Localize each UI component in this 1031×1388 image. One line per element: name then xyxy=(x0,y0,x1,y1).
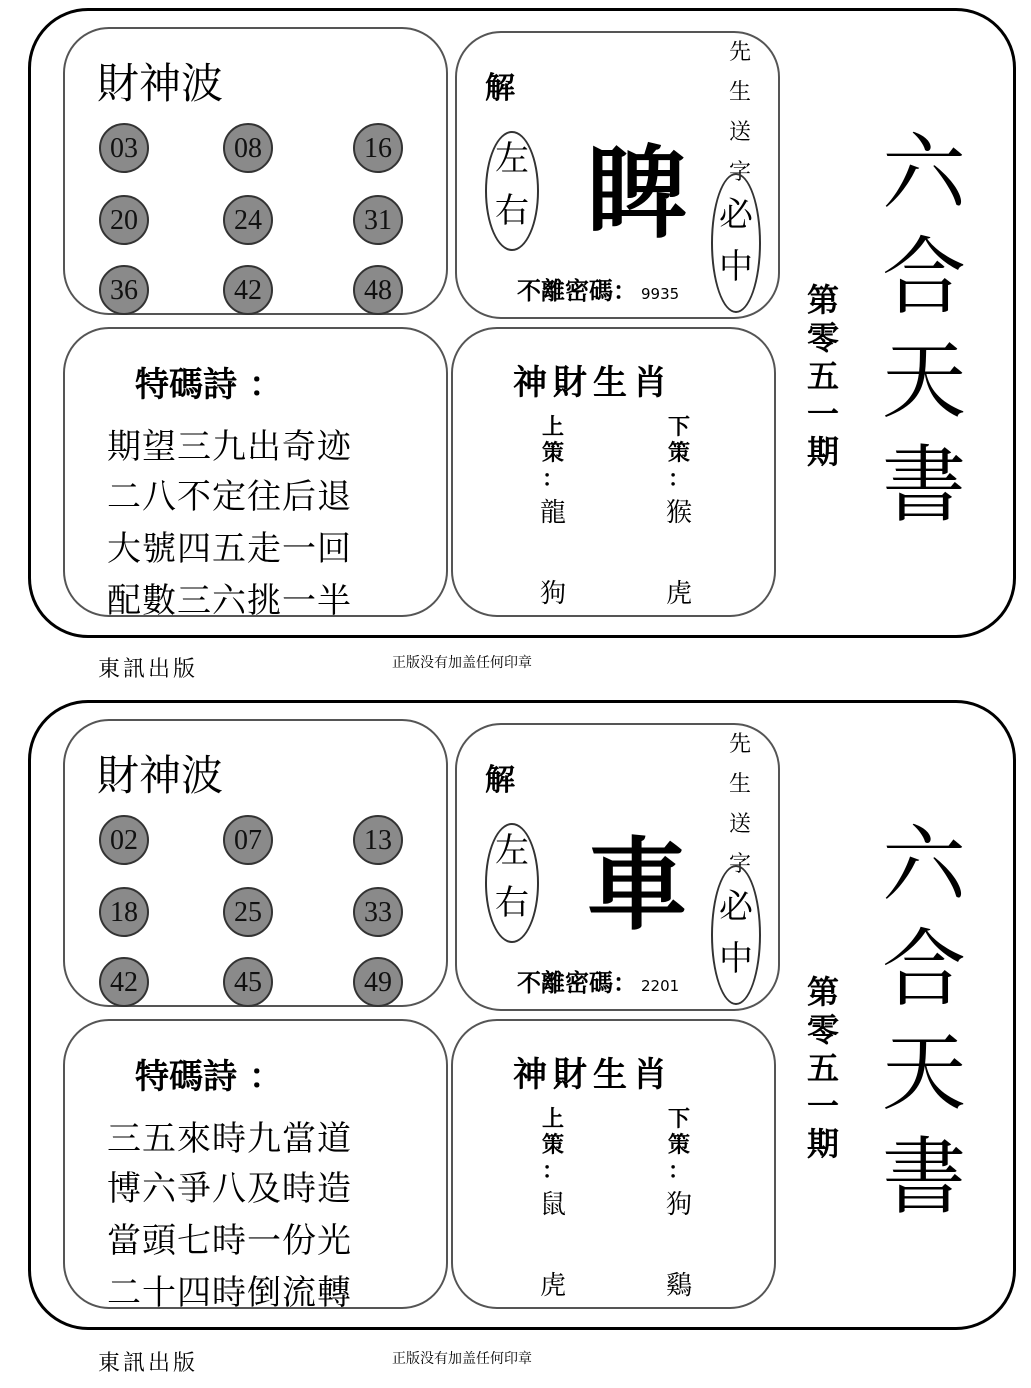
sender-char: 字 xyxy=(728,160,751,185)
title-char: 天 xyxy=(881,1024,966,1122)
sender-vertical-text xyxy=(725,725,755,885)
title-char: 合 xyxy=(881,920,966,1018)
sender-char: 生 xyxy=(728,772,751,797)
colon: ： xyxy=(541,1159,564,1184)
sender-char: 先 xyxy=(728,40,751,65)
poem-line: 大號四五走一回 xyxy=(107,529,352,569)
sender-char: 生 xyxy=(728,80,751,105)
poem-line: 配數三六挑一半 xyxy=(107,581,352,621)
wealth-wave-panel xyxy=(63,719,448,1007)
riddle-character: 車 xyxy=(587,827,687,944)
title-char: 天 xyxy=(881,332,966,430)
issue-number xyxy=(801,281,845,471)
sender-char: 送 xyxy=(728,812,751,837)
left-char: 左 xyxy=(495,831,529,871)
zhong-char: 中 xyxy=(719,939,753,979)
number-ball: 18 xyxy=(99,887,149,937)
zodiac-animal: 虎 xyxy=(665,579,692,609)
book-title xyxy=(869,813,979,1229)
poem-line: 期望三九出奇迹 xyxy=(107,427,352,467)
riddle-character: 睥 xyxy=(587,135,687,252)
number-ball: 49 xyxy=(353,957,403,1007)
poem-line: 當頭七時一份光 xyxy=(107,1221,352,1261)
number-ball: 42 xyxy=(99,957,149,1007)
sender-char: 先 xyxy=(728,732,751,757)
issue-number xyxy=(801,973,845,1163)
issue-char: 五 xyxy=(806,357,839,395)
zodiac-animal: 虎 xyxy=(539,1271,566,1301)
zodiac-animal: 鼠 xyxy=(539,1190,566,1220)
left-right-oval xyxy=(485,131,539,251)
upper-label: 上 xyxy=(541,415,564,440)
issue-char: 期 xyxy=(806,433,839,471)
zodiac-panel xyxy=(451,327,776,617)
sender-char: 送 xyxy=(728,120,751,145)
secret-code xyxy=(517,963,679,998)
issue-char: 第 xyxy=(806,973,839,1011)
upper-label: 策 xyxy=(541,1133,564,1158)
code-label: 不離密碼： xyxy=(517,277,637,305)
sheet-1 xyxy=(28,8,1016,638)
zodiac-animal: 龍 xyxy=(539,498,566,528)
book-title xyxy=(869,121,979,537)
zodiac-animal: 狗 xyxy=(539,579,566,609)
issue-char: 第 xyxy=(806,281,839,319)
issue-char: 零 xyxy=(806,1011,839,1049)
code-label: 不離密碼： xyxy=(517,969,637,997)
publisher: 東訊出版 xyxy=(98,657,199,682)
colon: ： xyxy=(667,1159,690,1184)
poem-line: 博六爭八及時造 xyxy=(107,1169,352,1209)
sheet-2 xyxy=(28,700,1016,1330)
issue-char: 期 xyxy=(806,1125,839,1163)
number-ball: 48 xyxy=(353,265,403,315)
bi-char: 必 xyxy=(719,887,753,927)
title-char: 書 xyxy=(881,436,966,534)
code-value: 9935 xyxy=(641,285,680,303)
poem-title: 特碼詩 ： xyxy=(135,1057,283,1097)
secret-code xyxy=(517,271,679,306)
number-ball: 13 xyxy=(353,815,403,865)
title-char: 合 xyxy=(881,228,966,326)
number-ball: 36 xyxy=(99,265,149,315)
lower-label: 策 xyxy=(667,441,690,466)
riddle-panel xyxy=(455,723,780,1011)
zodiac-animal: 狗 xyxy=(665,1190,692,1220)
number-ball: 08 xyxy=(223,123,273,173)
sure-hit-oval xyxy=(711,173,761,313)
sender-vertical-text xyxy=(725,33,755,193)
zodiac-animal: 鷄 xyxy=(665,1271,692,1301)
bi-char: 必 xyxy=(719,195,753,235)
zodiac-title: 神財生肖 xyxy=(513,1055,673,1095)
notice: 正版没有加盖任何印章 xyxy=(392,655,532,671)
sender-char: 字 xyxy=(728,852,751,877)
right-char: 右 xyxy=(495,883,529,923)
zodiac-panel xyxy=(451,1019,776,1309)
issue-char: 一 xyxy=(806,1087,839,1125)
lower-label: 下 xyxy=(667,415,690,440)
lower-label: 策 xyxy=(667,1133,690,1158)
poem-line: 三五來時九當道 xyxy=(107,1119,352,1159)
poem-panel xyxy=(63,1019,448,1313)
lower-label: 下 xyxy=(667,1107,690,1132)
colon: ： xyxy=(541,467,564,492)
poem-title: 特碼詩 ： xyxy=(135,365,283,405)
upper-strategy xyxy=(533,415,573,610)
left-char: 左 xyxy=(495,139,529,179)
upper-label: 上 xyxy=(541,1107,564,1132)
riddle-panel xyxy=(455,31,780,319)
right-char: 右 xyxy=(495,191,529,231)
zhong-char: 中 xyxy=(719,247,753,287)
issue-char: 一 xyxy=(806,395,839,433)
issue-char: 零 xyxy=(806,319,839,357)
code-value: 2201 xyxy=(641,977,680,995)
number-ball: 33 xyxy=(353,887,403,937)
lower-strategy xyxy=(659,415,699,610)
colon: ： xyxy=(667,467,690,492)
number-ball: 02 xyxy=(99,815,149,865)
zodiac-title: 神財生肖 xyxy=(513,363,673,403)
issue-char: 五 xyxy=(806,1049,839,1087)
number-ball: 45 xyxy=(223,957,273,1007)
left-right-oval xyxy=(485,823,539,943)
publisher: 東訊出版 xyxy=(98,1351,199,1376)
poem-panel xyxy=(63,327,448,621)
number-ball: 16 xyxy=(353,123,403,173)
number-ball: 42 xyxy=(223,265,273,315)
number-ball: 20 xyxy=(99,195,149,245)
number-ball: 07 xyxy=(223,815,273,865)
solve-label: 解 xyxy=(485,71,515,106)
upper-strategy xyxy=(533,1107,573,1302)
notice: 正版没有加盖任何印章 xyxy=(392,1351,532,1367)
zodiac-animal: 猴 xyxy=(665,498,692,528)
title-char: 書 xyxy=(881,1128,966,1226)
number-ball: 03 xyxy=(99,123,149,173)
sure-hit-oval xyxy=(711,865,761,1005)
wave-title: 財神波 xyxy=(97,751,224,800)
solve-label: 解 xyxy=(485,763,515,798)
number-ball: 31 xyxy=(353,195,403,245)
wave-title: 財神波 xyxy=(97,59,224,108)
title-char: 六 xyxy=(881,124,966,222)
upper-label: 策 xyxy=(541,441,564,466)
lower-strategy xyxy=(659,1107,699,1302)
title-char: 六 xyxy=(881,816,966,914)
wealth-wave-panel xyxy=(63,27,448,315)
number-ball: 25 xyxy=(223,887,273,937)
number-ball: 24 xyxy=(223,195,273,245)
poem-line: 二八不定往后退 xyxy=(107,477,352,517)
poem-line: 二十四時倒流轉 xyxy=(107,1273,352,1313)
